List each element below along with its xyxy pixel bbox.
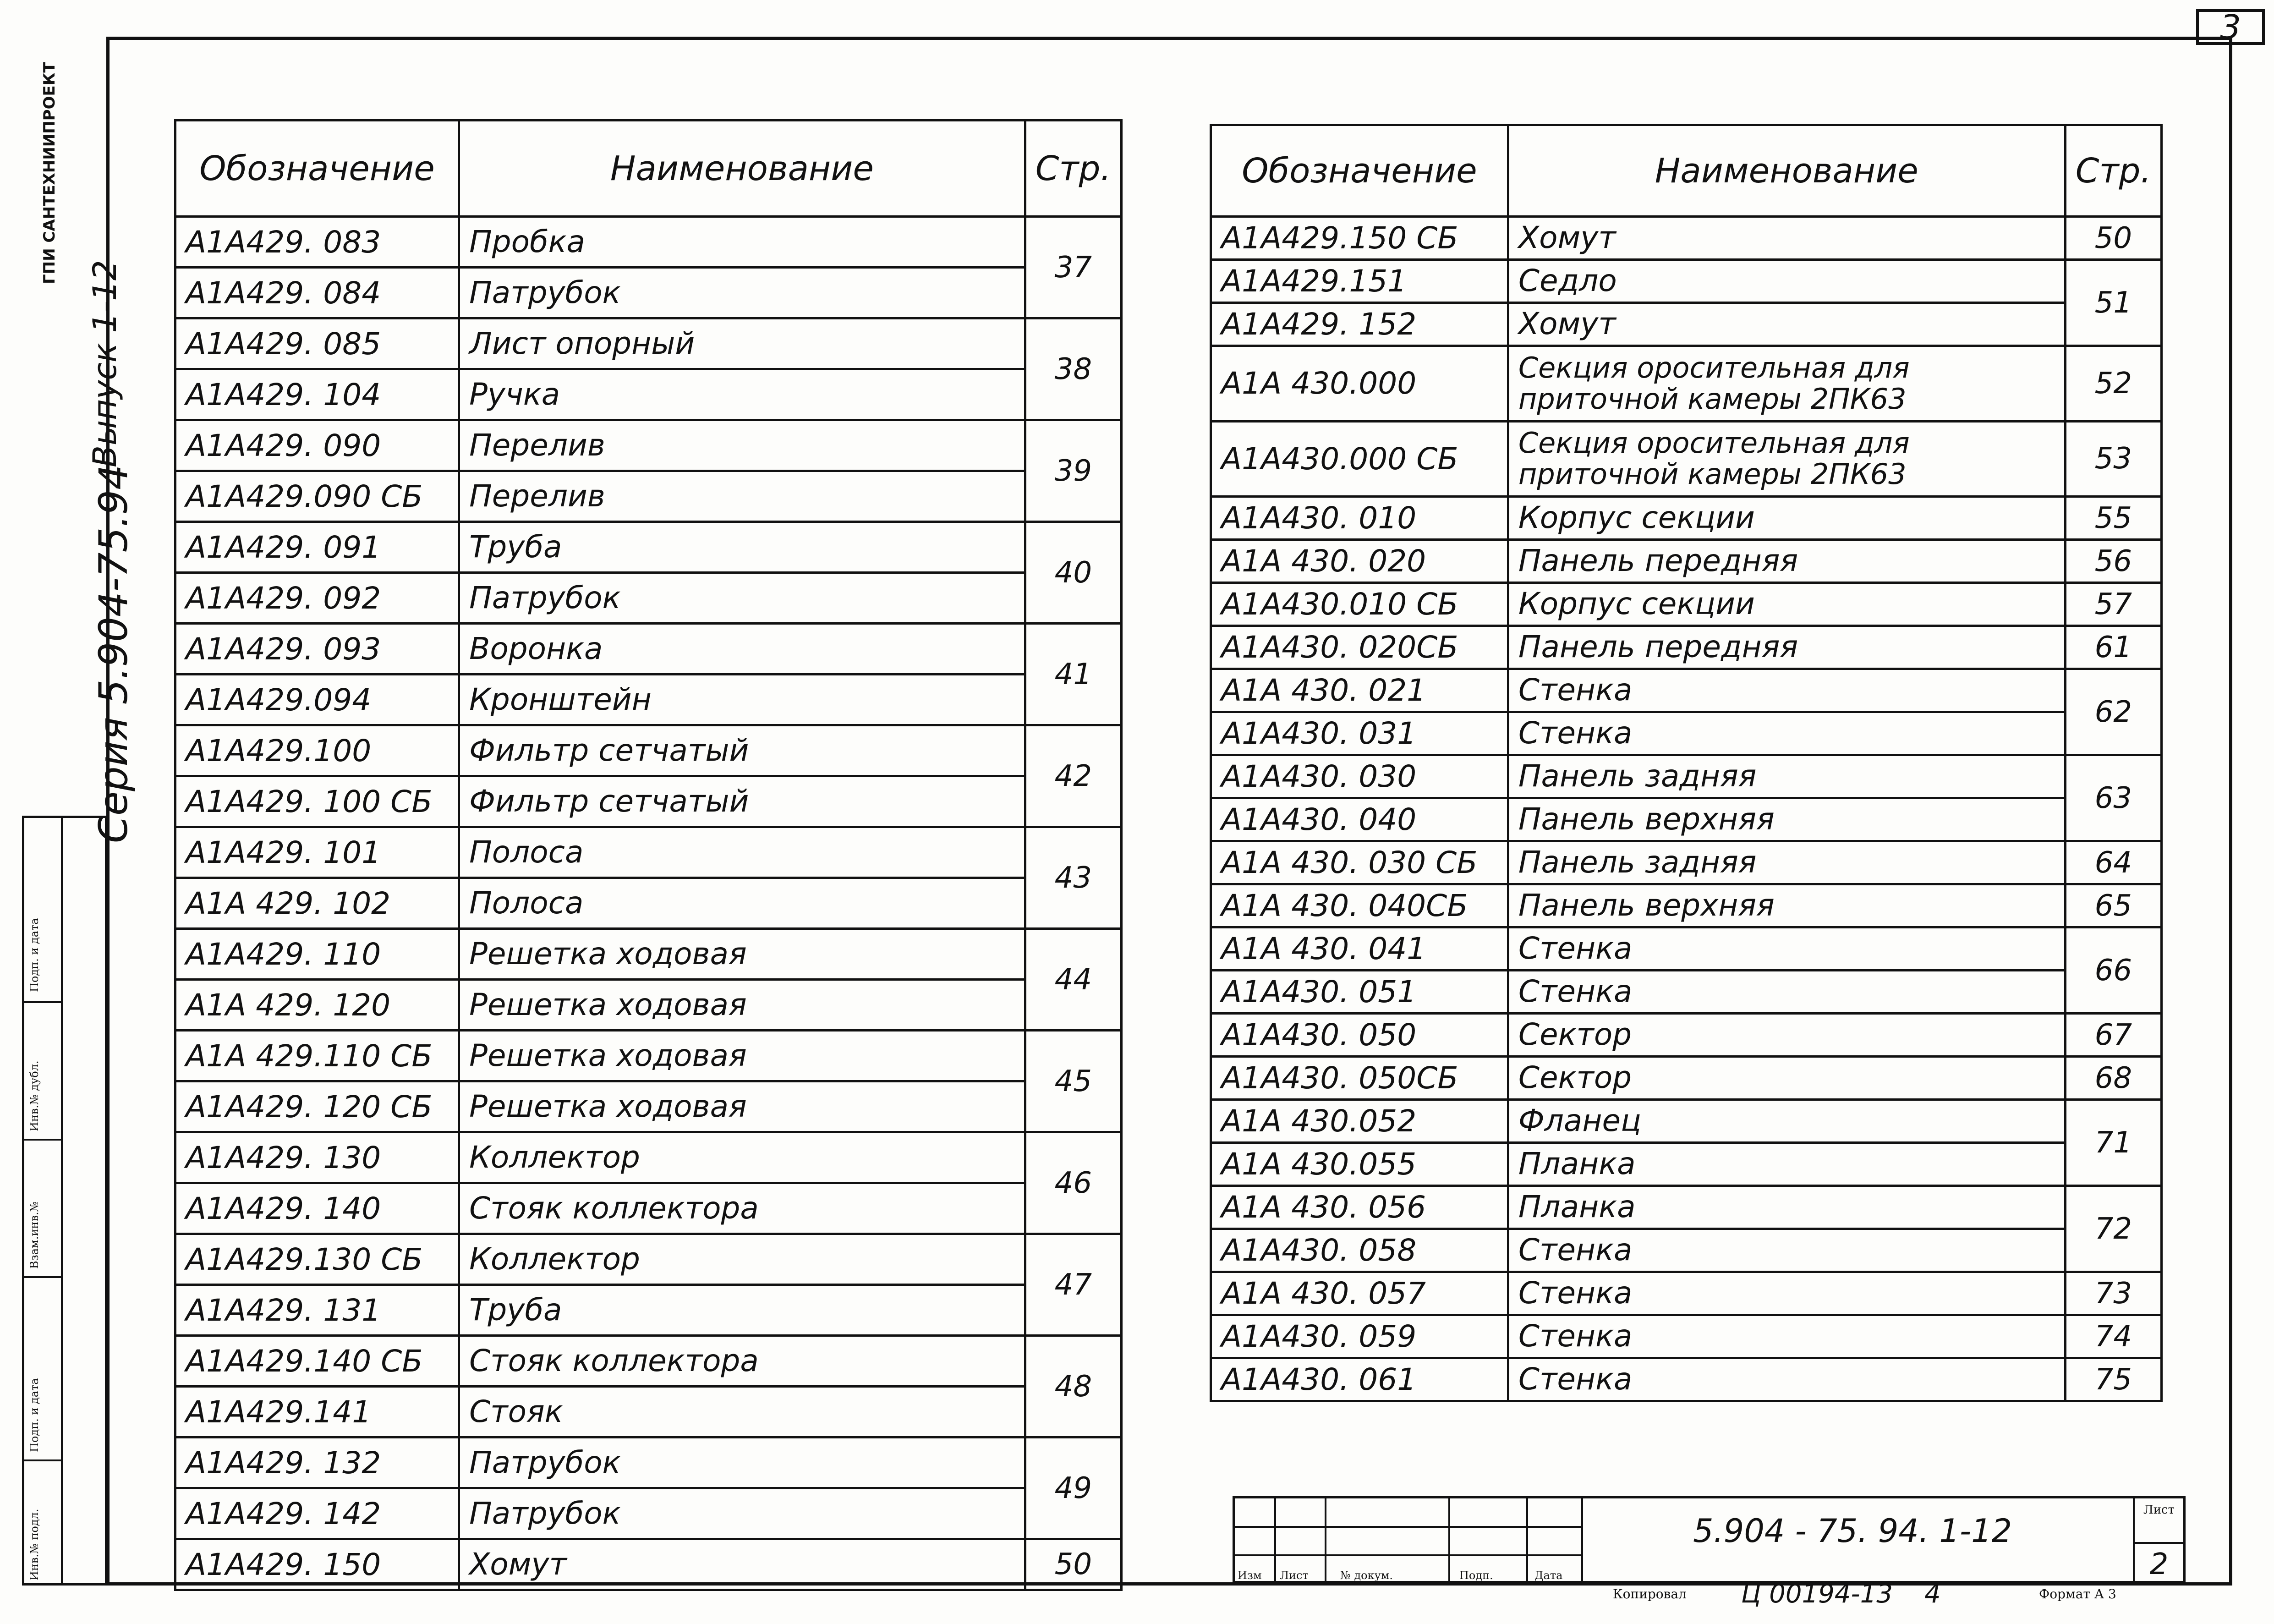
cell-name: Полоса xyxy=(459,878,1025,929)
cell-name: Стенка xyxy=(1508,1229,2065,1272)
cell-name: Хомут xyxy=(1508,303,2065,346)
cell-code: А1А429. 140 xyxy=(175,1183,459,1234)
spec-table-left xyxy=(174,119,1123,1591)
cell-name: Седло xyxy=(1508,260,2065,303)
table-row xyxy=(1211,1014,2162,1057)
cell-name: Панель верхняя xyxy=(1508,884,2065,927)
cell-code: А1А430. 061 xyxy=(1211,1358,1508,1401)
cell-code: А1А429. 092 xyxy=(175,573,459,624)
table-row xyxy=(1211,1315,2162,1358)
table-row xyxy=(175,1285,1122,1336)
table-row xyxy=(1211,712,2162,755)
cell-page: 61 xyxy=(2065,626,2161,669)
table-row xyxy=(175,522,1122,573)
cell-name: Ручка xyxy=(459,369,1025,420)
cell-code: А1А429. 104 xyxy=(175,369,459,420)
cell-name: Стенка xyxy=(1508,971,2065,1014)
cell-code: А1А429. 131 xyxy=(175,1285,459,1336)
table-row xyxy=(1211,669,2162,712)
cell-code: А1А430. 050СБ xyxy=(1211,1057,1508,1100)
tb-label-podp: Подп. xyxy=(1459,1569,1493,1582)
table-row xyxy=(1211,303,2162,346)
cell-code: А1А430.010 СБ xyxy=(1211,583,1508,626)
cell-name: Труба xyxy=(459,522,1025,573)
cell-page: 73 xyxy=(2065,1272,2161,1315)
table-row xyxy=(175,1183,1122,1234)
cell-page: 68 xyxy=(2065,1057,2161,1100)
cell-code: А1А430. 058 xyxy=(1211,1229,1508,1272)
table-row xyxy=(175,318,1122,369)
cell-page: 38 xyxy=(1025,318,1121,420)
header-name: Наименование xyxy=(459,121,1025,217)
cell-name: Полоса xyxy=(459,827,1025,878)
header-page: Стр. xyxy=(1025,121,1121,217)
cell-name: Панель передняя xyxy=(1508,626,2065,669)
table-row xyxy=(175,929,1122,980)
cell-name: Перелив xyxy=(459,471,1025,522)
cell-name: Решетка ходовая xyxy=(459,1031,1025,1081)
cell-name: Панель задняя xyxy=(1508,755,2065,798)
cell-name: Решетка ходовая xyxy=(459,980,1025,1031)
strip-label-podp-2: Подп. и дата xyxy=(28,1378,41,1452)
cell-code: А1А429.100 xyxy=(175,725,459,776)
sheet-label: Лист xyxy=(2143,1503,2175,1517)
cell-code: А1А 429. 102 xyxy=(175,878,459,929)
cell-code: А1А430.000 СБ xyxy=(1211,421,1508,497)
cell-name: Фильтр сетчатый xyxy=(459,725,1025,776)
table-row xyxy=(175,1234,1122,1285)
table-row xyxy=(175,725,1122,776)
cell-page: 67 xyxy=(2065,1014,2161,1057)
cell-code: А1А430. 051 xyxy=(1211,971,1508,1014)
table-row xyxy=(175,827,1122,878)
cell-code: А1А429. 093 xyxy=(175,624,459,675)
cell-name: Патрубок xyxy=(459,1437,1025,1488)
table-row xyxy=(175,776,1122,827)
cell-code: А1А429. 101 xyxy=(175,827,459,878)
series-label: Серия 5.904-75.94 xyxy=(91,465,137,843)
table-row xyxy=(175,675,1122,725)
cell-code: А1А430. 020СБ xyxy=(1211,626,1508,669)
table-row xyxy=(1211,1143,2162,1186)
cell-code: А1А429. 083 xyxy=(175,217,459,268)
cell-page: 63 xyxy=(2065,755,2161,841)
tb-label-data: Дата xyxy=(1534,1569,1563,1582)
table-row xyxy=(1211,346,2162,422)
table-row xyxy=(1211,798,2162,841)
cell-page: 40 xyxy=(1025,522,1121,624)
table-row xyxy=(1211,927,2162,971)
cell-page: 41 xyxy=(1025,624,1121,725)
cell-page: 49 xyxy=(1025,1437,1121,1539)
table-row xyxy=(1211,540,2162,583)
header-name: Наименование xyxy=(1508,125,2065,217)
cell-code: А1А429. 120 СБ xyxy=(175,1081,459,1132)
cell-code: А1А429.094 xyxy=(175,675,459,725)
cell-page: 48 xyxy=(1025,1336,1121,1437)
table-row xyxy=(175,1488,1122,1539)
cell-code: А1А 430. 021 xyxy=(1211,669,1508,712)
cell-code: А1А 430. 030 СБ xyxy=(1211,841,1508,884)
cell-page: 71 xyxy=(2065,1100,2161,1186)
strip-label-vzam: Взам.инв.№ xyxy=(28,1201,41,1269)
cell-name: Стояк коллектора xyxy=(459,1336,1025,1387)
cell-name: Хомут xyxy=(1508,217,2065,260)
cell-name: Стенка xyxy=(1508,1358,2065,1401)
cell-code: А1А 430.000 xyxy=(1211,346,1508,422)
cell-name: Перелив xyxy=(459,420,1025,471)
cell-code: А1А429. 152 xyxy=(1211,303,1508,346)
cell-name: Коллектор xyxy=(459,1132,1025,1183)
table-row xyxy=(175,268,1122,318)
cell-name: Панель задняя xyxy=(1508,841,2065,884)
cell-name: Сектор xyxy=(1508,1014,2065,1057)
cell-code: А1А430. 040 xyxy=(1211,798,1508,841)
table-row xyxy=(1211,421,2162,497)
cell-name: Фильтр сетчатый xyxy=(459,776,1025,827)
cell-page: 53 xyxy=(2065,421,2161,497)
cell-name: Лист опорный xyxy=(459,318,1025,369)
cell-name: Стенка xyxy=(1508,1272,2065,1315)
cell-code: А1А429.141 xyxy=(175,1387,459,1437)
table-row xyxy=(1211,1272,2162,1315)
revision-grid xyxy=(1235,1498,1583,1586)
strip-label-podp-1: Подп. и дата xyxy=(28,918,41,992)
table-row xyxy=(1211,497,2162,540)
cell-name: Воронка xyxy=(459,624,1025,675)
table-row xyxy=(175,1539,1122,1590)
sheet-cell xyxy=(2133,1498,2183,1586)
cell-code: А1А 430. 041 xyxy=(1211,927,1508,971)
table-row xyxy=(175,1031,1122,1081)
cell-page: 56 xyxy=(2065,540,2161,583)
table-row xyxy=(175,1437,1122,1488)
cell-code: А1А430. 050 xyxy=(1211,1014,1508,1057)
cell-name: Патрубок xyxy=(459,268,1025,318)
cell-name: Панель передняя xyxy=(1508,540,2065,583)
cell-page: 37 xyxy=(1025,217,1121,318)
table-row xyxy=(1211,583,2162,626)
cell-code: А1А429.150 СБ xyxy=(1211,217,1508,260)
header-code: Обозначение xyxy=(1211,125,1508,217)
table-row xyxy=(1211,1229,2162,1272)
title-block xyxy=(1233,1496,2186,1583)
table-row xyxy=(175,1132,1122,1183)
table-row xyxy=(1211,755,2162,798)
cell-code: А1А430. 059 xyxy=(1211,1315,1508,1358)
cell-code: А1А429. 132 xyxy=(175,1437,459,1488)
cell-code: А1А 430.052 xyxy=(1211,1100,1508,1143)
cell-name: Стояк xyxy=(459,1387,1025,1437)
spec-table-right xyxy=(1210,124,2163,1402)
table-row xyxy=(1211,626,2162,669)
cell-name: Панель верхняя xyxy=(1508,798,2065,841)
cell-code: А1А429.140 СБ xyxy=(175,1336,459,1387)
cell-name: Стенка xyxy=(1508,927,2065,971)
copied-extra: 4 xyxy=(1924,1579,1941,1609)
cell-name: Кронштейн xyxy=(459,675,1025,725)
cell-name: Стояк коллектора xyxy=(459,1183,1025,1234)
org-stamp: ГПИ САНТЕХНИИПРОЕКТ xyxy=(40,62,59,284)
strip-label-inv-podl: Инв.№ подл. xyxy=(28,1509,41,1580)
cell-page: 47 xyxy=(1025,1234,1121,1336)
table-row xyxy=(175,624,1122,675)
cell-name: Стенка xyxy=(1508,1315,2065,1358)
cell-page: 46 xyxy=(1025,1132,1121,1234)
cell-page: 42 xyxy=(1025,725,1121,827)
cell-page: 75 xyxy=(2065,1358,2161,1401)
cell-page: 64 xyxy=(2065,841,2161,884)
cell-code: А1А429. 150 xyxy=(175,1539,459,1590)
cell-page: 52 xyxy=(2065,346,2161,422)
cell-code: А1А 430. 020 xyxy=(1211,540,1508,583)
table-row xyxy=(1211,1358,2162,1401)
table-row xyxy=(175,1336,1122,1387)
strip-label-inv-dubl: Инв.№ дубл. xyxy=(28,1060,41,1131)
table-row xyxy=(175,1387,1122,1437)
table-row xyxy=(175,471,1122,522)
table-row xyxy=(1211,884,2162,927)
cell-page: 57 xyxy=(2065,583,2161,626)
table-row xyxy=(175,217,1122,268)
cell-code: А1А 429. 120 xyxy=(175,980,459,1031)
cell-code: А1А429. 090 xyxy=(175,420,459,471)
table-row xyxy=(1211,971,2162,1014)
cell-name: Планка xyxy=(1508,1143,2065,1186)
table-row xyxy=(1211,217,2162,260)
cell-page: 39 xyxy=(1025,420,1121,522)
tb-label-list: Лист xyxy=(1280,1569,1309,1582)
table-row xyxy=(1211,260,2162,303)
sheet-number: 2 xyxy=(2135,1542,2183,1585)
cell-page: 50 xyxy=(2065,217,2161,260)
table-row xyxy=(1211,1186,2162,1229)
cell-code: А1А430. 030 xyxy=(1211,755,1508,798)
cell-code: А1А430. 010 xyxy=(1211,497,1508,540)
cell-code: А1А430. 031 xyxy=(1211,712,1508,755)
cell-code: А1А 429.110 СБ xyxy=(175,1031,459,1081)
table-row xyxy=(175,369,1122,420)
table-row xyxy=(175,420,1122,471)
cell-name: Стенка xyxy=(1508,669,2065,712)
cell-code: А1А429. 100 СБ xyxy=(175,776,459,827)
table-row xyxy=(1211,1100,2162,1143)
header-page: Стр. xyxy=(2065,125,2161,217)
cell-page: 44 xyxy=(1025,929,1121,1031)
cell-name: Корпус секции xyxy=(1508,583,2065,626)
cell-page: 51 xyxy=(2065,260,2161,346)
cell-code: А1А429. 130 xyxy=(175,1132,459,1183)
tb-label-izm: Изм xyxy=(1238,1569,1262,1582)
cell-name: Решетка ходовая xyxy=(459,1081,1025,1132)
table-row xyxy=(175,573,1122,624)
cell-name: Решетка ходовая xyxy=(459,929,1025,980)
cell-code: А1А429. 085 xyxy=(175,318,459,369)
cell-page: 72 xyxy=(2065,1186,2161,1272)
copied-label: Копировал xyxy=(1613,1586,1687,1602)
cell-page: 45 xyxy=(1025,1031,1121,1132)
signature-strip xyxy=(22,816,107,1586)
cell-code: А1А429. 091 xyxy=(175,522,459,573)
cell-page: 66 xyxy=(2065,927,2161,1014)
cell-name: Стенка xyxy=(1508,712,2065,755)
cell-page: 74 xyxy=(2065,1315,2161,1358)
cell-page: 43 xyxy=(1025,827,1121,929)
header-code: Обозначение xyxy=(175,121,459,217)
cell-code: А1А429. 084 xyxy=(175,268,459,318)
copied-value: Ц 00194-13 xyxy=(1741,1579,1893,1609)
cell-name: Патрубок xyxy=(459,1488,1025,1539)
cell-page: 55 xyxy=(2065,497,2161,540)
table-row xyxy=(175,878,1122,929)
cell-name: Корпус секции xyxy=(1508,497,2065,540)
table-row xyxy=(175,980,1122,1031)
cell-name: Пробка xyxy=(459,217,1025,268)
cell-name: Фланец xyxy=(1508,1100,2065,1143)
cell-name: Секция оросительная для приточной камеры 2ПК63 xyxy=(1508,346,2065,422)
cell-name: Патрубок xyxy=(459,573,1025,624)
cell-code: А1А 430. 040СБ xyxy=(1211,884,1508,927)
cell-page: 50 xyxy=(1025,1539,1121,1590)
tb-label-doc: № докум. xyxy=(1340,1569,1393,1582)
cell-code: А1А 430. 057 xyxy=(1211,1272,1508,1315)
cell-page: 65 xyxy=(2065,884,2161,927)
sheet-number-box: 3 xyxy=(2196,9,2265,45)
cell-code: А1А429. 110 xyxy=(175,929,459,980)
document-code: 5.904 - 75. 94. 1-12 xyxy=(1693,1512,2012,1550)
format-label: Формат А 3 xyxy=(2039,1586,2116,1602)
cell-name: Труба xyxy=(459,1285,1025,1336)
cell-name: Коллектор xyxy=(459,1234,1025,1285)
cell-code: А1А 430.055 xyxy=(1211,1143,1508,1186)
cell-code: А1А429.090 СБ xyxy=(175,471,459,522)
vypusk-label: Выпуск 1-12 xyxy=(86,260,124,467)
cell-code: А1А 430. 056 xyxy=(1211,1186,1508,1229)
cell-name: Хомут xyxy=(459,1539,1025,1590)
table-row xyxy=(1211,841,2162,884)
cell-code: А1А429. 142 xyxy=(175,1488,459,1539)
cell-code: А1А429.151 xyxy=(1211,260,1508,303)
cell-code: А1А429.130 СБ xyxy=(175,1234,459,1285)
table-row xyxy=(175,1081,1122,1132)
cell-name: Сектор xyxy=(1508,1057,2065,1100)
cell-name: Планка xyxy=(1508,1186,2065,1229)
cell-page: 62 xyxy=(2065,669,2161,755)
cell-name: Секция оросительная для приточной камеры 2ПК63 xyxy=(1508,421,2065,497)
table-row xyxy=(1211,1057,2162,1100)
